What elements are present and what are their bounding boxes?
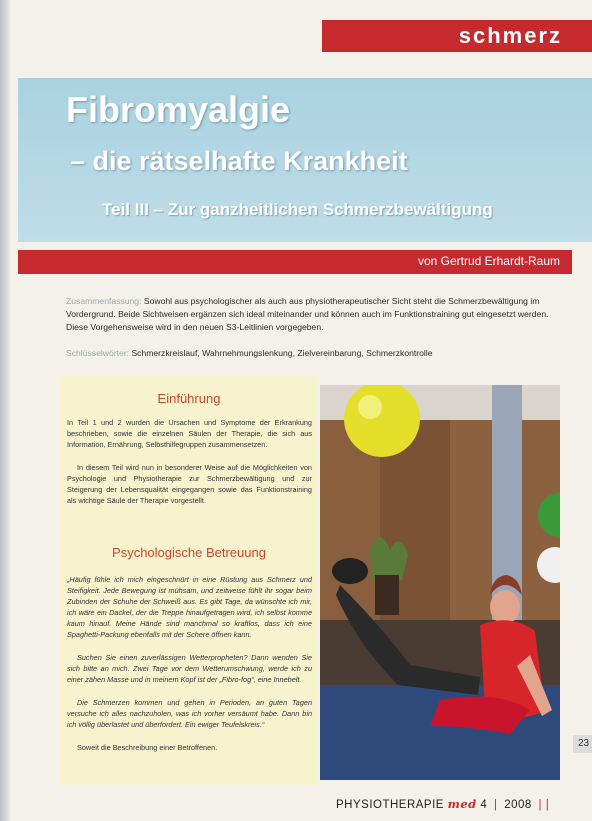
summary-label: Zusammenfassung: bbox=[66, 296, 142, 306]
magazine-brand: med bbox=[447, 797, 477, 811]
issue-number: 4 bbox=[480, 799, 488, 811]
keywords bbox=[66, 347, 566, 360]
page-tab-number: 23 bbox=[573, 735, 592, 753]
exercise-photo-illustration bbox=[320, 385, 560, 780]
author-bar bbox=[18, 250, 572, 274]
article-subtitle: – die rätselhafte Krankheit bbox=[70, 146, 408, 176]
intro-paragraph-1: In Teil 1 und 2 wurden die Ursachen und Symptome der Erkrankung beschrieben, sowie die einzelnen Säulen der Therapie, die sich aus Information, Ernährung, Selbsthilfegruppen zusammensetzen. bbox=[67, 418, 312, 449]
intro-heading: Einführung bbox=[157, 391, 221, 406]
magazine-footer bbox=[336, 797, 552, 811]
keywords-text: Schmerzkreislauf, Wahrnehmungslenkung, Zielvereinbarung, Schmerzkontrolle bbox=[131, 348, 433, 358]
page-fold-shadow bbox=[0, 0, 10, 821]
quote-paragraph-2: Suchen Sie einen zuverlässigen Wetterpropheten? Dann wenden Sie sich bitte an mich. Zwei Tage vor dem Wetterumschwung, werde ich zu einer zähen Masse und in meinem Kopf ist der „Fibro-fog“, eine Innebelt. bbox=[67, 653, 312, 684]
footer-separator-end: | | bbox=[538, 799, 550, 811]
care-heading: Psychologische Betreuung bbox=[112, 545, 266, 560]
footer-separator: | bbox=[494, 799, 498, 811]
summary bbox=[66, 295, 566, 334]
article-title: Fibromyalgie bbox=[66, 89, 291, 130]
issue-year: 2008 bbox=[504, 799, 532, 811]
exercise-photo bbox=[320, 385, 560, 780]
author-byline: von Gertrud Erhardt-Raum bbox=[417, 254, 560, 268]
article-header bbox=[18, 78, 592, 242]
quote-attribution: Soweit die Beschreibung einer Betroffenen. bbox=[77, 743, 218, 752]
category-label: schmerz bbox=[458, 23, 562, 48]
article-part-title: Teil III – Zur ganzheitlichen Schmerzbewältigung bbox=[102, 200, 493, 219]
summary-text: Sowohl aus psychologischer als auch aus physiotherapeutischer Sicht steht die Schmerzbewältigung im Vordergrund. Beide Sichtweisen ergänzen sich ideal miteinander und können auch im Funktionstraining gut eingesetzt werden. Diese Vorgehensweise wird in den neuen S3-Leitlinien vorgegeben. bbox=[66, 296, 549, 332]
article-body-column bbox=[60, 375, 318, 785]
quote-paragraph-3: Die Schmerzen kommen und gehen in Perioden, an guten Tagen versuche ich alles nachzuholen, was ich vorher versäumt habe. Dann bin ich völlig überlastet und überfordert. Ein ewiger Teufelskreis.“ bbox=[67, 698, 312, 729]
intro-paragraph-2: In diesem Teil wird nun in besonderer Weise auf die Möglichkeiten von Psychologie und Physiotherapie zur Schmerzbewältigung und zur Steigerung der Lebensqualität eingegangen sowie das Funktionstraining als wichtige Säule der Therapie vorgestellt. bbox=[67, 463, 312, 505]
category-bar bbox=[322, 20, 592, 52]
keywords-label: Schlüsselwörter: bbox=[66, 348, 130, 358]
quote-paragraph-1: „Häufig fühle ich mich eingeschnürt in eine Rüstung aus Schmerz und Steifigkeit. Jede Bewegung ist mühsam, und zeitweise fühlt ihr sogar beim Zubinden der Schuhe der Schweiß aus. Es gibt Tage, da wünschte ich mir, ich wäre ein Dackel, der die Treppe hinaufgetragen wird, ich selbst komme kaum hinauf. Meine Hände sind manchmal so kraftlos, dass ich eine Spaghetti-Packung ebenfalls mit der Schere öffnen kann. bbox=[67, 575, 312, 639]
magazine-name: PHYSIOTHERAPIE bbox=[336, 799, 444, 811]
